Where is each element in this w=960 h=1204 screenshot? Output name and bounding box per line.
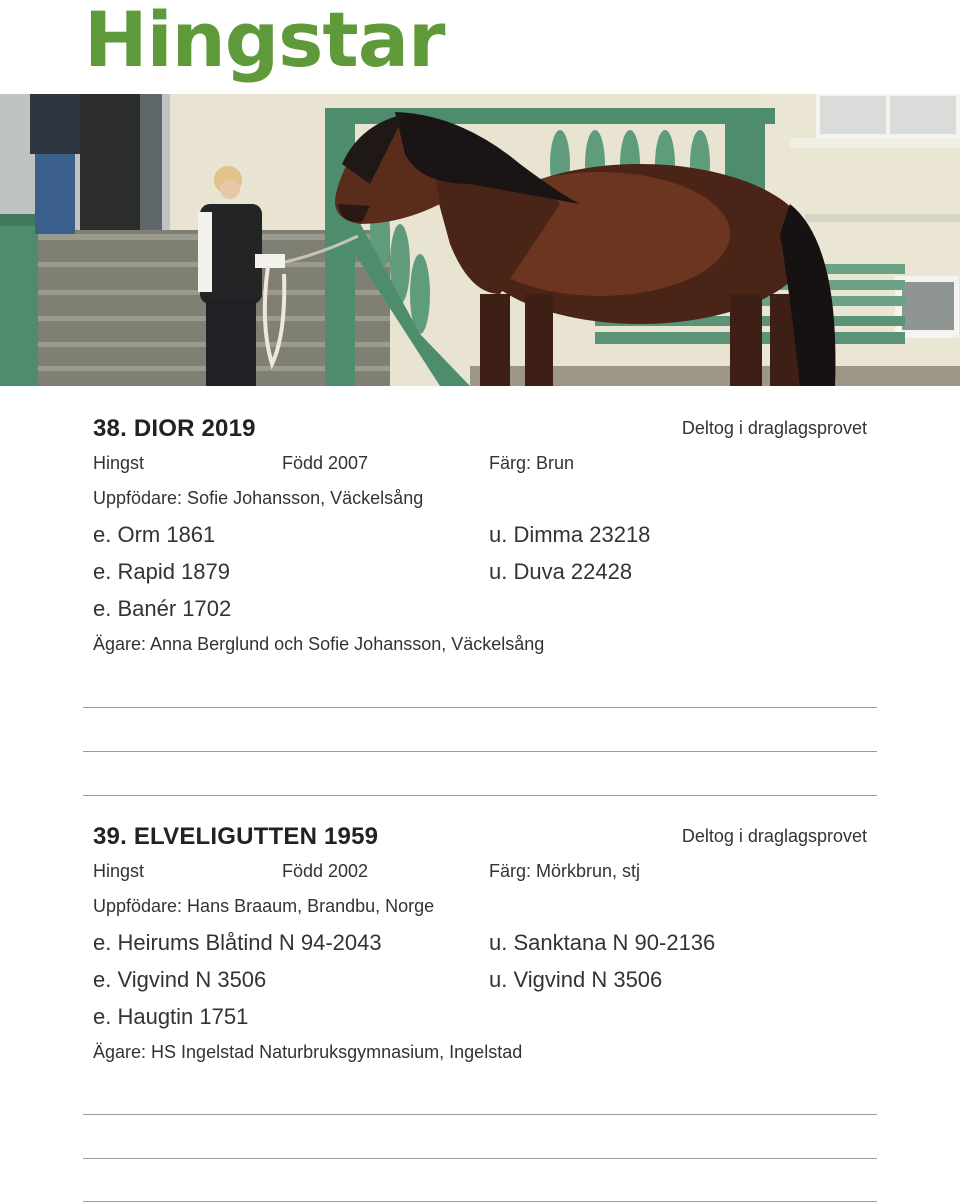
- pedigree-row: [93, 998, 873, 1035]
- pedigree-row: [93, 961, 873, 998]
- breeder: Uppfödare: Hans Braaum, Brandbu, Norge: [93, 896, 435, 916]
- pedigree-sire: e. Haugtin 1751: [93, 1004, 249, 1029]
- pedigree-sire: e. Orm 1861: [93, 522, 216, 547]
- event-note: Deltog i draglagsprovet: [681, 418, 867, 438]
- horse-photo: [0, 94, 960, 386]
- page-title: Hingstar: [84, 0, 445, 84]
- sex-label: Hingst: [93, 453, 145, 473]
- note-line: [83, 707, 877, 708]
- color-label: Färg: Brun: [489, 453, 575, 473]
- entry-title-row: [93, 820, 873, 854]
- owner: Ägare: Anna Berglund och Sofie Johansson, Väckelsång: [93, 634, 545, 654]
- color-label: Färg: Mörkbrun, stj: [489, 861, 641, 881]
- born-label: Född 2002: [282, 861, 369, 881]
- horse-name: 39. ELVELIGUTTEN 1959: [93, 823, 379, 850]
- meta-row: [93, 446, 873, 480]
- pedigree-dam: u. Duva 22428: [489, 559, 633, 584]
- pedigree-sire: e. Banér 1702: [93, 596, 232, 621]
- note-line: [83, 795, 877, 796]
- meta-row: [93, 854, 873, 888]
- pedigree-sire: e. Vigvind N 3506: [93, 967, 267, 992]
- sex-label: Hingst: [93, 861, 145, 881]
- pedigree-row: [93, 553, 873, 590]
- note-line: [83, 751, 877, 752]
- pedigree-dam: u. Dimma 23218: [489, 522, 651, 547]
- pedigree-row: [93, 590, 873, 627]
- horse-photo-icon: [0, 94, 960, 386]
- born-label: Född 2007: [282, 453, 369, 473]
- note-line: [83, 1158, 877, 1159]
- pedigree-row: [93, 924, 873, 961]
- stallion-entry: [93, 412, 873, 661]
- entry-title-row: [93, 412, 873, 446]
- note-line: [83, 1201, 877, 1202]
- pedigree-dam: u. Sanktana N 90-2136: [489, 930, 716, 955]
- pedigree-sire: e. Rapid 1879: [93, 559, 230, 584]
- note-line: [83, 1114, 877, 1115]
- stallion-entry: [93, 820, 873, 1069]
- owner: Ägare: HS Ingelstad Naturbruksgymnasium, Ingelstad: [93, 1042, 523, 1062]
- pedigree-sire: e. Heirums Blåtind N 94-2043: [93, 930, 382, 955]
- breeder: Uppfödare: Sofie Johansson, Väckelsång: [93, 488, 424, 508]
- horse-name: 38. DIOR 2019: [93, 415, 256, 442]
- event-note: Deltog i draglagsprovet: [681, 826, 867, 846]
- pedigree-row: [93, 516, 873, 553]
- pedigree-dam: u. Vigvind N 3506: [489, 967, 663, 992]
